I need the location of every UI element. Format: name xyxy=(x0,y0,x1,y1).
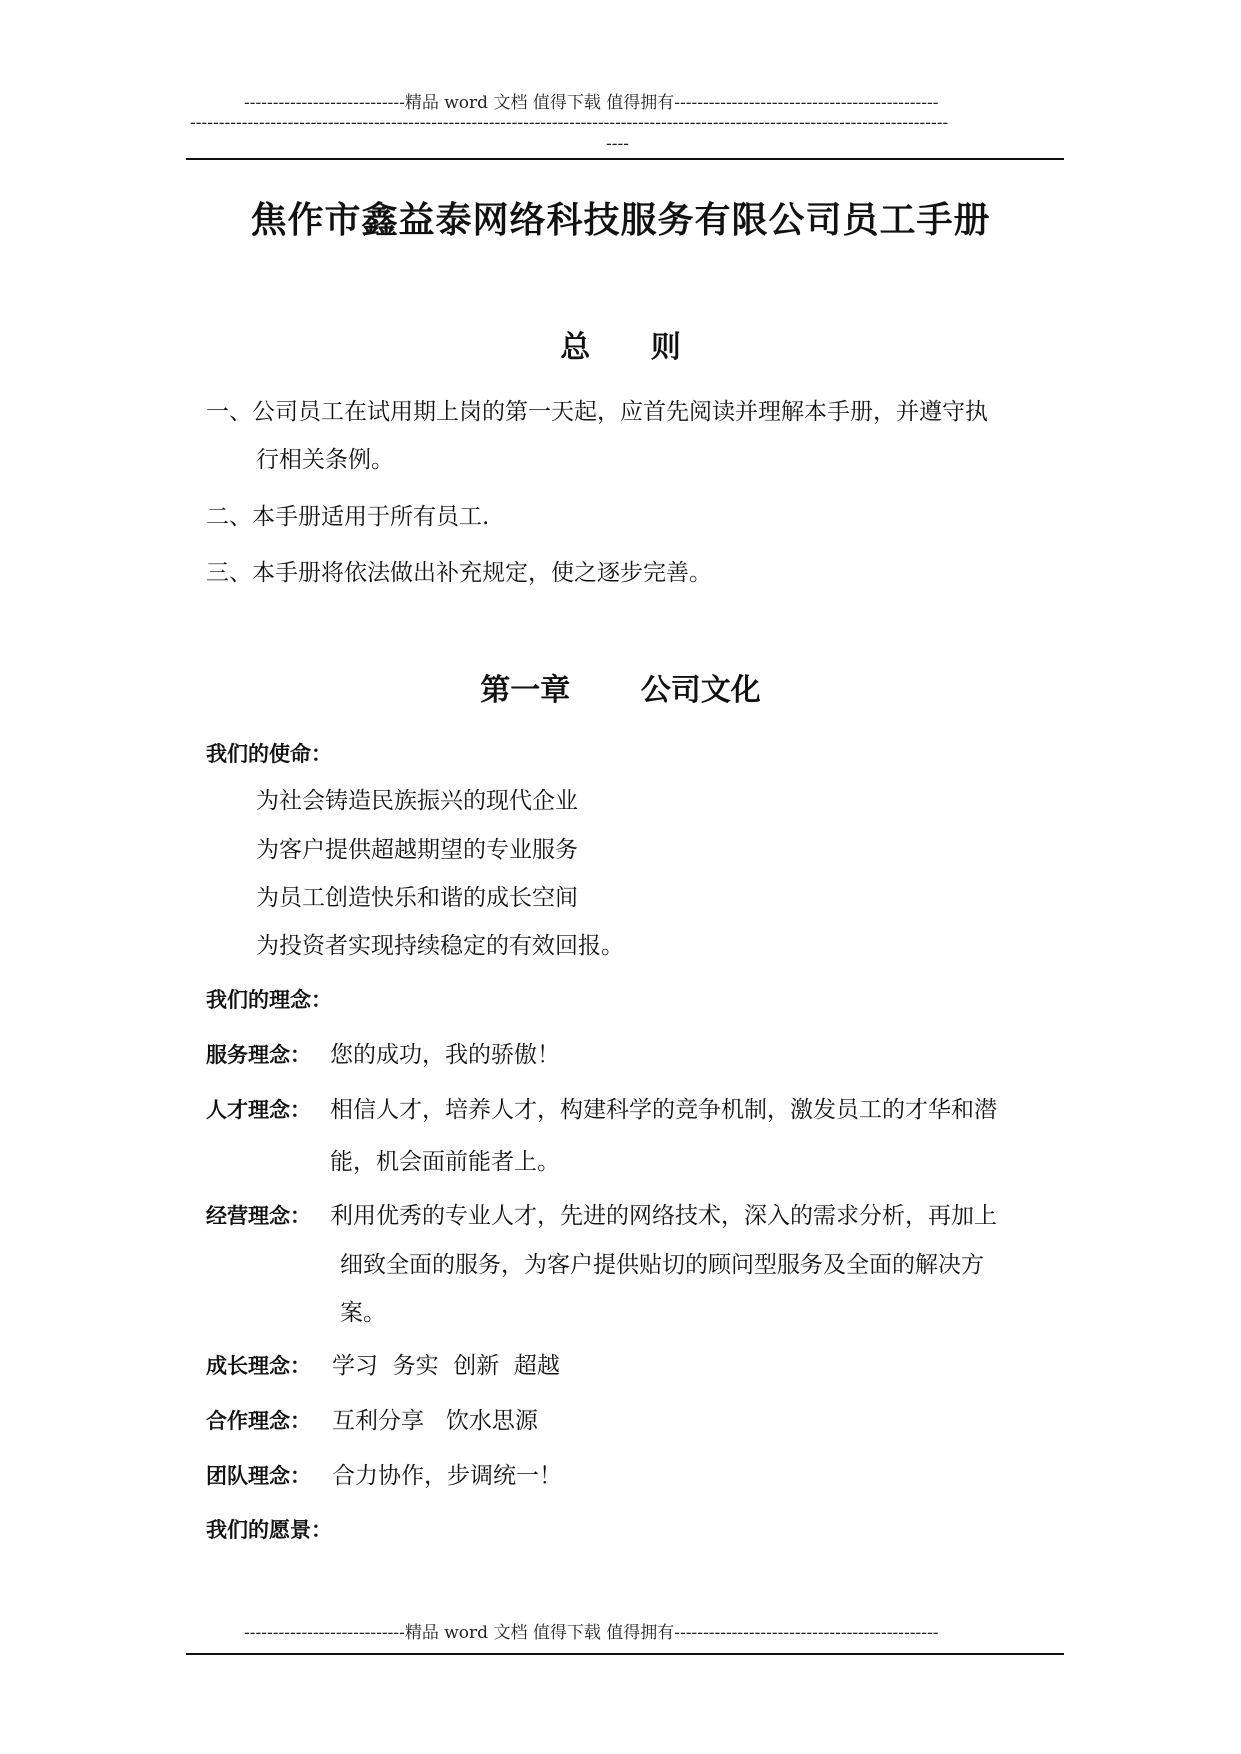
philosophy-business-text-3: 案。 xyxy=(340,1300,386,1326)
philosophy-service-text: 您的成功，我的骄傲！ xyxy=(330,1042,560,1068)
footer-banner: ----------------------------精品 word 文档 值得下载 值得拥有---------------------------------------------- xyxy=(244,1623,939,1643)
philosophy-talent-text-1: 相信人才，培养人才，构建科学的竞争机制，激发员工的才华和潜 xyxy=(330,1097,997,1123)
philosophy-service-label: 服务理念： xyxy=(206,1043,311,1067)
chapter1-heading: 第一章 公司文化 xyxy=(480,673,761,708)
vision-label: 我们的愿景： xyxy=(206,1518,332,1542)
general-item-1: 一、公司员工在试用期上岗的第一天起，应首先阅读并理解本手册，并遵守执 xyxy=(206,399,988,425)
philosophy-business-text-1: 利用优秀的专业人才，先进的网络技术，深入的需求分析，再加上 xyxy=(330,1203,997,1229)
header-dash-line: ------------------------------------------------------------------------------------------------------------------------------------ xyxy=(190,113,949,133)
philosophy-label: 我们的理念： xyxy=(206,988,332,1012)
footer-rule xyxy=(186,1653,1064,1655)
philosophy-team-label: 团队理念： xyxy=(206,1464,311,1488)
philosophy-cooperation-label: 合作理念： xyxy=(206,1409,311,1433)
header-dash-short: ---- xyxy=(606,134,629,154)
philosophy-talent-label: 人才理念： xyxy=(206,1098,311,1122)
philosophy-growth-label: 成长理念： xyxy=(206,1354,311,1378)
mission-item-4: 为投资者实现持续稳定的有效回报。 xyxy=(256,933,624,959)
mission-item-1: 为社会铸造民族振兴的现代企业 xyxy=(256,788,578,814)
philosophy-team-text: 合力协作，步调统一！ xyxy=(332,1463,562,1489)
philosophy-talent-text-2: 能，机会面前能者上。 xyxy=(330,1149,560,1175)
philosophy-business-label: 经营理念： xyxy=(206,1204,311,1228)
general-item-2: 二、本手册适用于所有员工. xyxy=(206,504,490,530)
philosophy-business-text-2: 细致全面的服务，为客户提供贴切的顾问型服务及全面的解决方 xyxy=(340,1252,984,1278)
general-item-1-cont: 行相关条例。 xyxy=(256,447,394,473)
document-title: 焦作市鑫益泰网络科技服务有限公司员工手册 xyxy=(250,200,991,241)
header-rule xyxy=(186,158,1064,160)
mission-item-3: 为员工创造快乐和谐的成长空间 xyxy=(256,885,578,911)
mission-label: 我们的使命： xyxy=(206,742,332,766)
general-section-heading: 总 则 xyxy=(560,330,681,365)
general-item-3: 三、本手册将依法做出补充规定，使之逐步完善。 xyxy=(206,560,712,586)
philosophy-growth-text: 学习 务实 创新 超越 xyxy=(332,1353,560,1379)
mission-item-2: 为客户提供超越期望的专业服务 xyxy=(256,837,578,863)
philosophy-cooperation-text: 互利分享 饮水思源 xyxy=(332,1408,538,1434)
header-banner: ----------------------------精品 word 文档 值得下载 值得拥有---------------------------------------------- xyxy=(244,93,939,113)
